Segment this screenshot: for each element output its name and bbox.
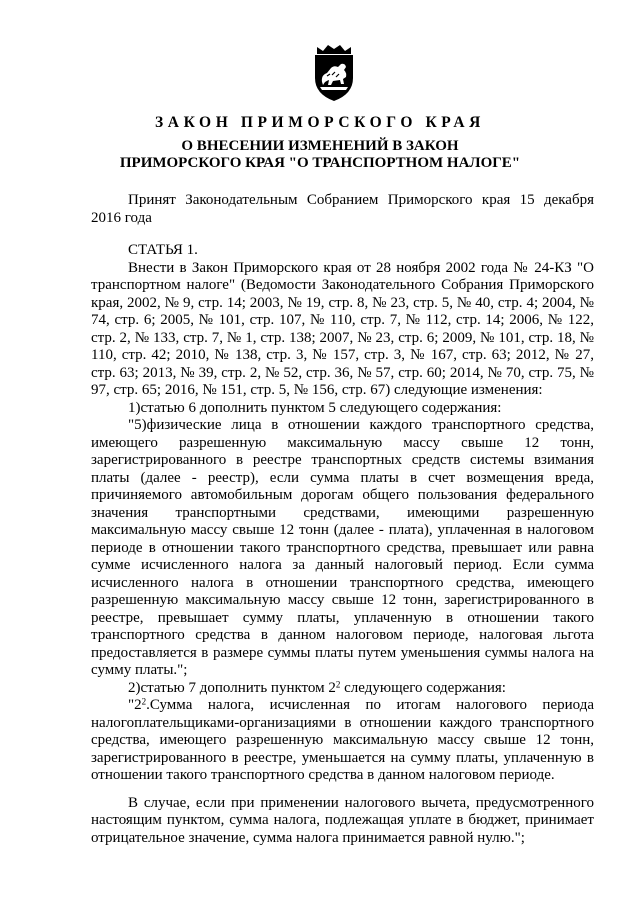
item-2-pre: 2)статью 7 дополнить пунктом 2 <box>128 679 336 696</box>
intro-paragraph: Внести в Закон Приморского края от 28 ноября 2002 года № 24-КЗ "О транспортном налоге" (Ведомости Законодательного Собрания Приморского края, 2002, № 9, стр. 14; 2003, № 19, стр. 8, № 23, стр. 5, № 40, стр. 4; 2004, № 74, стр. 6; 2005, № 101, стр. 107, № 110, стр. 7, № 112, стр. 14; 2006, № 122, стр. 2, № 133, стр. 7, № 1, стр. 138; 2007, № 23, стр. 6; 2009, № 101, стр. 18, № 110, стр. 42; 2010, № 138, стр. 3, № 157, стр. 3, № 167, стр. 63; 2012, № 27, стр. 63; 2013, № 39, стр. 2, № 52, стр. 36, № 57, стр. 60; 2014, № 70, стр. 75, № 97, стр. 65; 2016, № 151, стр. 5, № 156, стр. 67) следующие изменения: <box>91 259 594 398</box>
item-2-text-superscript: 2 <box>141 696 147 707</box>
item-1: 1)статью 6 дополнить пунктом 5 следующего содержания: <box>128 399 502 416</box>
law-subtitle <box>0 138 640 172</box>
item-2-superscript: 2 <box>335 679 341 689</box>
item-2-post: следующего содержания: <box>340 679 506 696</box>
primorsky-coat-of-arms-icon <box>309 44 359 102</box>
item-2-text <box>91 697 594 785</box>
item-2-quote: "2 <box>128 697 142 713</box>
item-1-text: "5)физические лица в отношении каждого транспортного средства, имеющего разрешенную максимальную массу свыше 12 тонн, зарегистрированного в реестре транспортных средств системы взимания платы (далее - реестр), если сумма платы в счет возмещения вреда, причиняемого автомобильным дорогам общего пользования федерального значения транспортными средствами, имеющими разрешенную максимальную массу свыше 12 тонн (далее - плата), уплаченная в налоговом периоде в отношении такого транспортного средства, превышает или равна сумме исчисленного налога за данный налоговый период. Если сумма исчисленного налога в отношении транспортного средства, имеющего разрешенную максимальную массу свыше 12 тонн, зарегистрированного в реестре, превышает сумму платы, уплаченную в отношении такого транспортного средства в данном налоговом периоде, налоговая льгота предоставляется в размере суммы платы путем уменьшения суммы налога на сумму платы."; <box>91 417 594 678</box>
subtitle-line-1: О ВНЕСЕНИИ ИЗМЕНЕНИЙ В ЗАКОН <box>181 138 459 154</box>
adoption-note: Принят Законодательным Собранием Приморского края 15 декабря 2016 года <box>91 192 594 226</box>
subtitle-line-2: ПРИМОРСКОГО КРАЯ "О ТРАНСПОРТНОМ НАЛОГЕ" <box>119 155 521 171</box>
item-2 <box>91 680 594 698</box>
law-body <box>91 192 594 847</box>
law-title: ЗАКОН ПРИМОРСКОГО КРАЯ <box>155 114 485 131</box>
article-heading: СТАТЬЯ 1. <box>128 242 198 258</box>
item-2-body: .Сумма налога, исчисленная по итогам налогового периода налогоплательщиками-организациями в отношении каждого транспортного средства, имеющего разрешенную максимальную массу свыше 12 тонн, зарегистрированного в реестре, уменьшается на сумму платы, уплаченную в отношении такого транспортного средства в данном налоговом периоде. <box>91 697 594 783</box>
item-2-paragraph-2: В случае, если при применении налогового вычета, предусмотренного настоящим пунктом, сумма налога, подлежащая уплате в бюджет, принимает отрицательное значение, сумма налога принимается равной нулю."; <box>91 794 594 846</box>
